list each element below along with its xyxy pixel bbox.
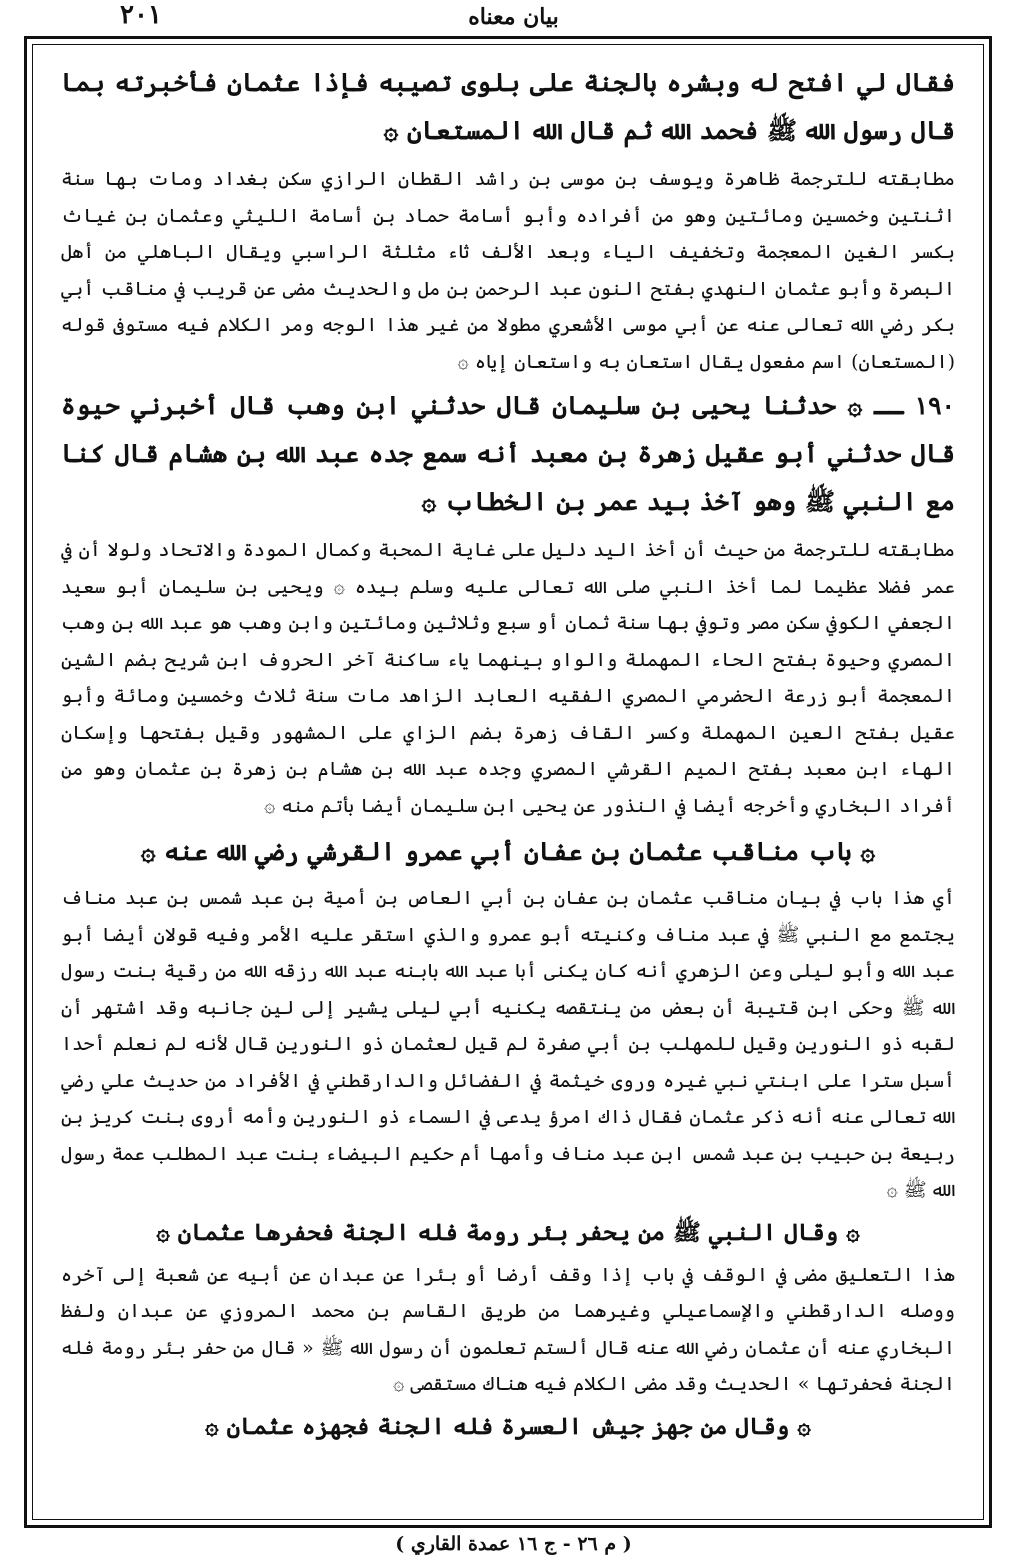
hadith-heading: ۞ وقال النبي ﷺ من يحفر بئر رومة فله الجنة فحفرها عثمان ۞ xyxy=(156,1218,860,1246)
commentary-paragraph: هذا التعليق مضى في الوقف في باب إذا وقف أرضا أو بئرا عن عبدان عن أبيه عن شعبة إلى آخره ووصله الدارقطني والإسماعيلي وغيرهما من طريق القاسم بن محمد المروزي عن عبدان ولفظ البخاري عنه أن عثمان رضي الله عنه قال ألستم تعلمون أن رسول الله ﷺ « قال من حفر بئر رومة فله الجنة فحفرتها » الحديث وقد مضى الكلام فيه هناك مستقصى ۞ xyxy=(61,1263,955,1395)
hadith-text: فقال لي افتح له وبشره بالجنة على بلوى تصيبه فإذا عثمان فأخبرته بما قال رسول الله ﷺ فحمد الله ثم قال الله المستعان ۞ xyxy=(61,68,955,145)
text-body xyxy=(32,44,984,1520)
running-head xyxy=(0,0,1027,36)
commentary-paragraph: مطابقته للترجمة من حيث أن أخذ اليد دليل على غاية المحبة وكمال المودة والاتحاد ولولا أن في عمر فضلا عظيما لما أخذ النبي صلى الله تعالى عليه وسلم بيده ۞ ويحيى بن سليمان أبو سعيد الجعفي الكوفي سكن مصر وتوفي بها سنة ثمان أو سبع وثلاثين ومائتين وابن وهب هو عبد الله بن وهب المصري وحيوة بفتح الحاء المهملة والواو بينهما ياء ساكنة آخر الحروف ابن شريح بضم الشين المعجمة أبو زرعة الحضرمي المصري الفقيه العابد الزاهد مات سنة ثلاث وخمسين ومائة وأبو عقيل بفتح العين المهملة وكسر القاف زهرة بضم الزاي على المشهور وقيل بفتحها وإسكان الهاء ابن معبد بفتح الميم القرشي المصري وجده عبد الله بن هشام بن زهرة بن عثمان وهو من أفراد البخاري وأخرجه أيضا في النذور عن يحيى ابن سليمان أيضا بأتم منه ۞ xyxy=(61,539,955,817)
hadith-text: ١٩٠ ــ ۞ حدثنا يحيى بن سليمان قال حدثني ابن وهب قال أخبرني حيوة قال حدثني أبو عقيل زهرة بن معبد أنه سمع جده عبد الله بن هشام قال كنا مع النبي ﷺ وهو آخذ بيد عمر بن الخطاب ۞ xyxy=(61,391,955,516)
section-title: بيان معناه xyxy=(468,4,559,30)
page-frame xyxy=(24,36,992,1528)
volume-footer: ( م ٢٦ - ج ١٦ عمدة القاري ) xyxy=(395,1533,632,1555)
page-number: ٢٠١ xyxy=(120,0,162,30)
commentary-paragraph: أي هذا باب في بيان مناقب عثمان بن عفان بن أبي العاص بن أمية بن عبد شمس بن عبد مناف يجتمع مع النبي ﷺ في عبد مناف وكنيته أبو عمرو والذي استقر عليه الأمر وفيه قولان أيضا أبو عبد الله وأبو ليلى وعن الزهري أنه كان يكنى أبا عبد الله بابنه عبد الله رزقه الله من رقية بنت رسول الله ﷺ وحكى ابن قتيبة أن بعض من ينتقصه يكنيه أبي ليلى يشير إلى لين جانبه وقد اشتهر أن لقبه ذو النورين وقيل للمهلب بن أبي صفرة لم قيل لعثمان ذو النورين قال لأنه لم نعلم أحدا أسبل سترا على ابنتي نبي غيره وروى خيثمة في الفضائل والدارقطني في الأفراد من حديث علي رضي الله تعالى عنه أنه ذكر عثمان فقال ذاك امرؤ يدعى في السماء ذو النورين وأمه أروى بنت كريز بن ربيعة بن حبيب بن عبد شمس ابن عبد مناف وأمها أم حكيم البيضاء بنت عبد المطلب عمة رسول الله ﷺ ۞ xyxy=(61,887,955,1201)
hadith-heading: ۞ وقال من جهز جيش العسرة فله الجنة فجهزه عثمان ۞ xyxy=(205,1412,811,1440)
commentary-paragraph: مطابقته للترجمة ظاهرة ويوسف بن موسى بن راشد القطان الرازي سكن بغداد ومات بها سنة اثنتين وخمسين ومائتين وهو من أفراده وأبو أسامة حماد بن أسامة الليثي وعثمان بن غياث بكسر الغين المعجمة وتخفيف الياء وبعد الألف ثاء مثلثة الراسبي ويقال الباهلي من أهل البصرة وأبو عثمان النهدي بفتح النون عبد الرحمن بن مل والحديث مضى عن قريب في مناقب أبي بكر رضي الله تعالى عنه عن أبي موسى الأشعري مطولا من غير هذا الوجه ومر الكلام فيه مستوفى قوله (المستعان) اسم مفعول يقال استعان به واستعان إياه ۞ xyxy=(61,168,955,373)
chapter-heading: ۞ باب مناقب عثمان بن عفان أبي عمرو القرشي رضي الله عنه ۞ xyxy=(140,837,876,866)
